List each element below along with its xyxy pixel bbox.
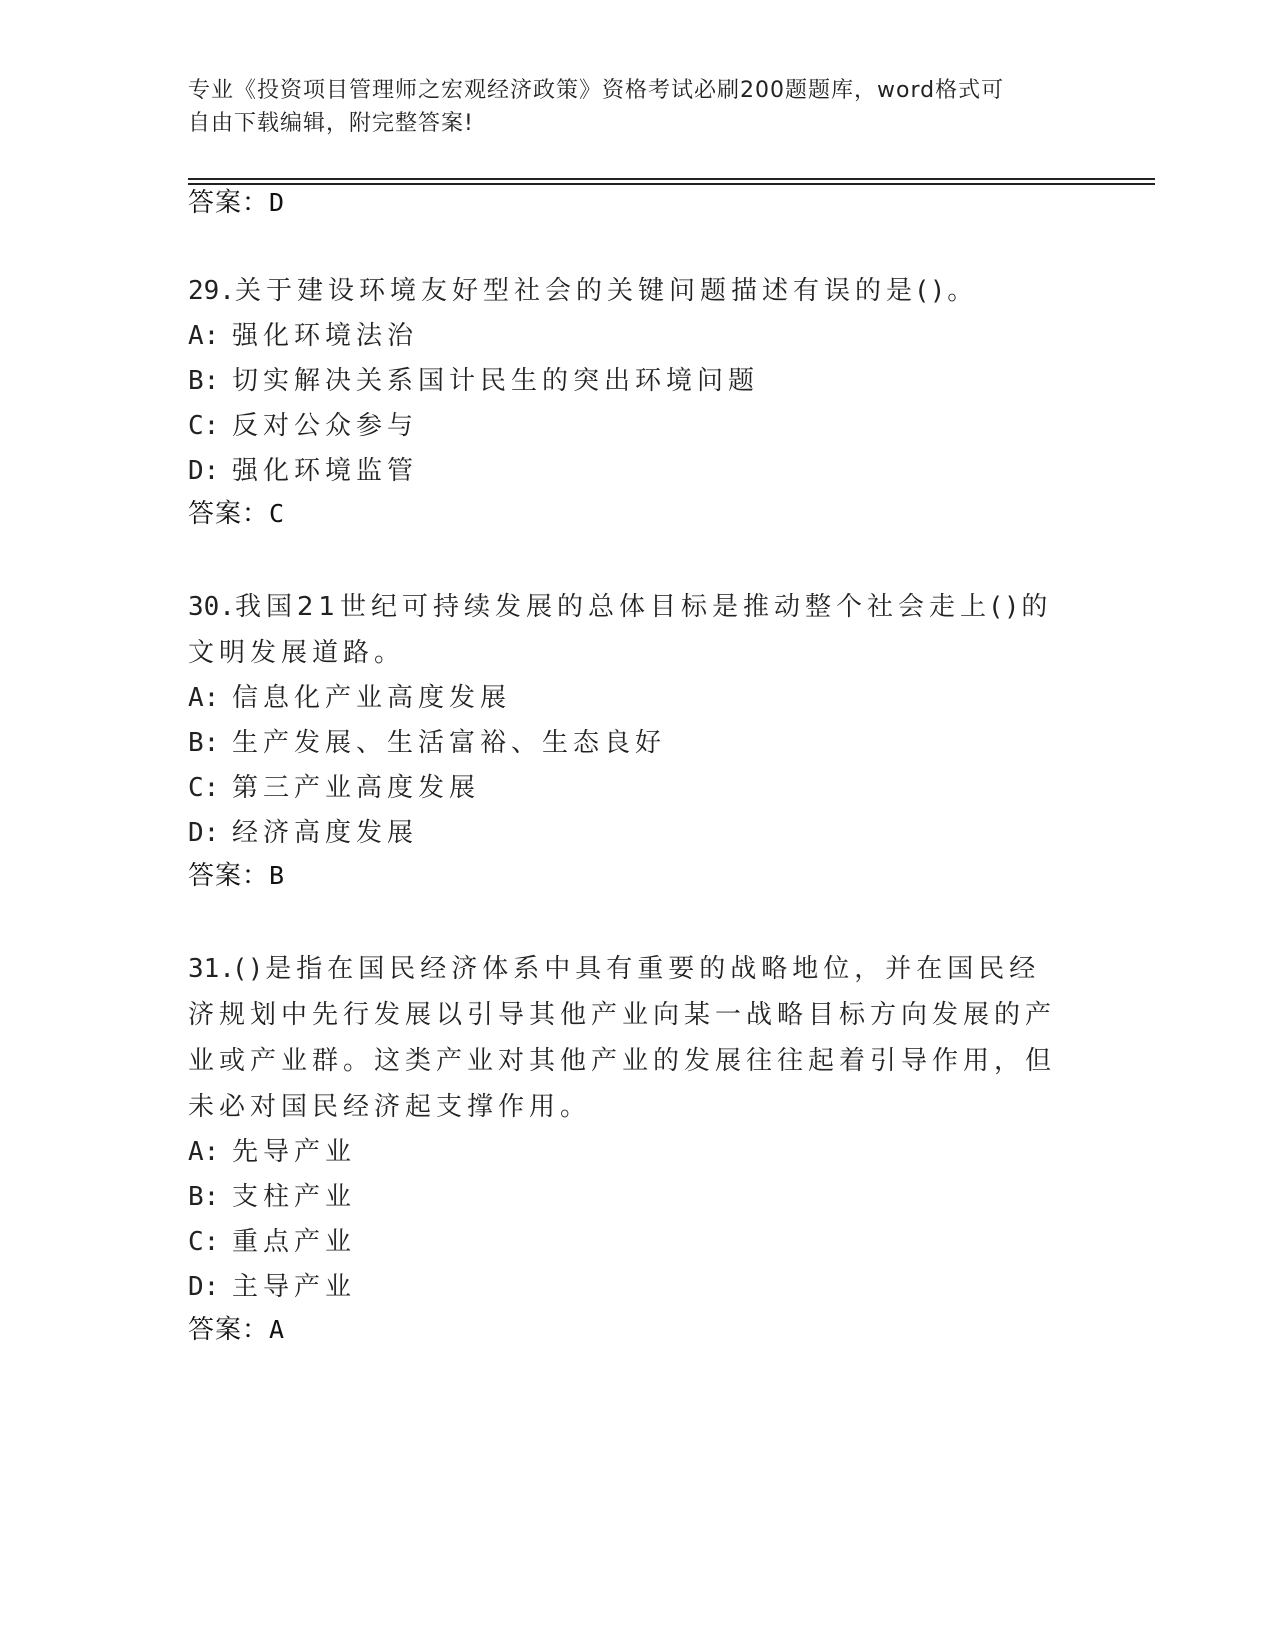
option-b <box>188 359 1068 404</box>
option-a <box>188 676 1068 721</box>
option-key: C: <box>188 411 220 441</box>
question-30 <box>188 584 1068 896</box>
option-a <box>188 314 1068 359</box>
option-key: B: <box>188 366 220 396</box>
question-number: 31. <box>188 954 235 984</box>
option-text: 强化环境监管 <box>232 456 419 486</box>
question-body: 关于建设环境友好型社会的关键问题描述有误的是()。 <box>234 276 979 306</box>
option-key: B: <box>188 728 220 758</box>
question-number: 29. <box>188 276 235 306</box>
header-line-1: 专业《投资项目管理师之宏观经济政策》资格考试必刷200题题库，word格式可 <box>188 78 1005 103</box>
question-text <box>188 268 1068 314</box>
document-header <box>188 74 1068 140</box>
option-d <box>188 449 1068 494</box>
question-body: ()是指在国民经济体系中具有重要的战略地位，并在国民经济规划中先行发展以引导其他产业向某一战略目标方向发展的产业或产业群。这类产业对其他产业的发展往往起着引导作用，但未必对国民经济起支撑作用。 <box>188 954 1057 1122</box>
question-31 <box>188 946 1068 1350</box>
question-29 <box>188 268 1068 534</box>
option-text: 强化环境法治 <box>232 321 419 351</box>
option-key: B: <box>188 1182 220 1212</box>
option-text: 先导产业 <box>232 1137 357 1167</box>
answer-label: 答案： <box>188 499 270 529</box>
option-key: D: <box>188 1272 220 1302</box>
option-key: D: <box>188 456 220 486</box>
option-text: 主导产业 <box>232 1272 357 1302</box>
option-c <box>188 766 1068 811</box>
header-line-2: 自由下载编辑，附完整答案! <box>188 111 474 136</box>
option-c <box>188 1220 1068 1265</box>
option-text: 反对公众参与 <box>232 411 419 441</box>
option-c <box>188 404 1068 449</box>
option-text: 切实解决关系国计民生的突出环境问题 <box>232 366 760 396</box>
option-text: 经济高度发展 <box>232 818 419 848</box>
answer-label: 答案： <box>188 1315 270 1345</box>
option-text: 第三产业高度发展 <box>232 773 481 803</box>
previous-answer <box>188 183 1068 223</box>
option-text: 支柱产业 <box>232 1182 357 1212</box>
option-text: 信息化产业高度发展 <box>232 683 512 713</box>
answer-label: 答案： <box>188 188 270 218</box>
answer <box>188 494 1068 534</box>
option-d <box>188 811 1068 856</box>
question-number: 30. <box>188 592 235 622</box>
answer-value: A <box>269 1315 286 1344</box>
answer <box>188 1310 1068 1350</box>
option-text: 重点产业 <box>232 1227 357 1257</box>
option-key: A: <box>188 321 220 351</box>
question-text <box>188 946 1068 1130</box>
option-b <box>188 721 1068 766</box>
option-a <box>188 1130 1068 1175</box>
answer-value: B <box>269 861 286 890</box>
option-b <box>188 1175 1068 1220</box>
option-key: C: <box>188 1227 220 1257</box>
option-key: A: <box>188 1137 220 1167</box>
option-key: A: <box>188 683 220 713</box>
question-text <box>188 584 1068 676</box>
answer-value: D <box>269 188 286 217</box>
answer <box>188 856 1068 896</box>
option-key: C: <box>188 773 220 803</box>
option-text: 生产发展、生活富裕、生态良好 <box>232 728 667 758</box>
option-key: D: <box>188 818 220 848</box>
option-d <box>188 1265 1068 1310</box>
answer-label: 答案： <box>188 861 270 891</box>
header-divider-top <box>188 178 1155 180</box>
answer-value: C <box>269 499 286 528</box>
question-body: 我国21世纪可持续发展的总体目标是推动整个社会走上()的文明发展道路。 <box>188 592 1053 668</box>
